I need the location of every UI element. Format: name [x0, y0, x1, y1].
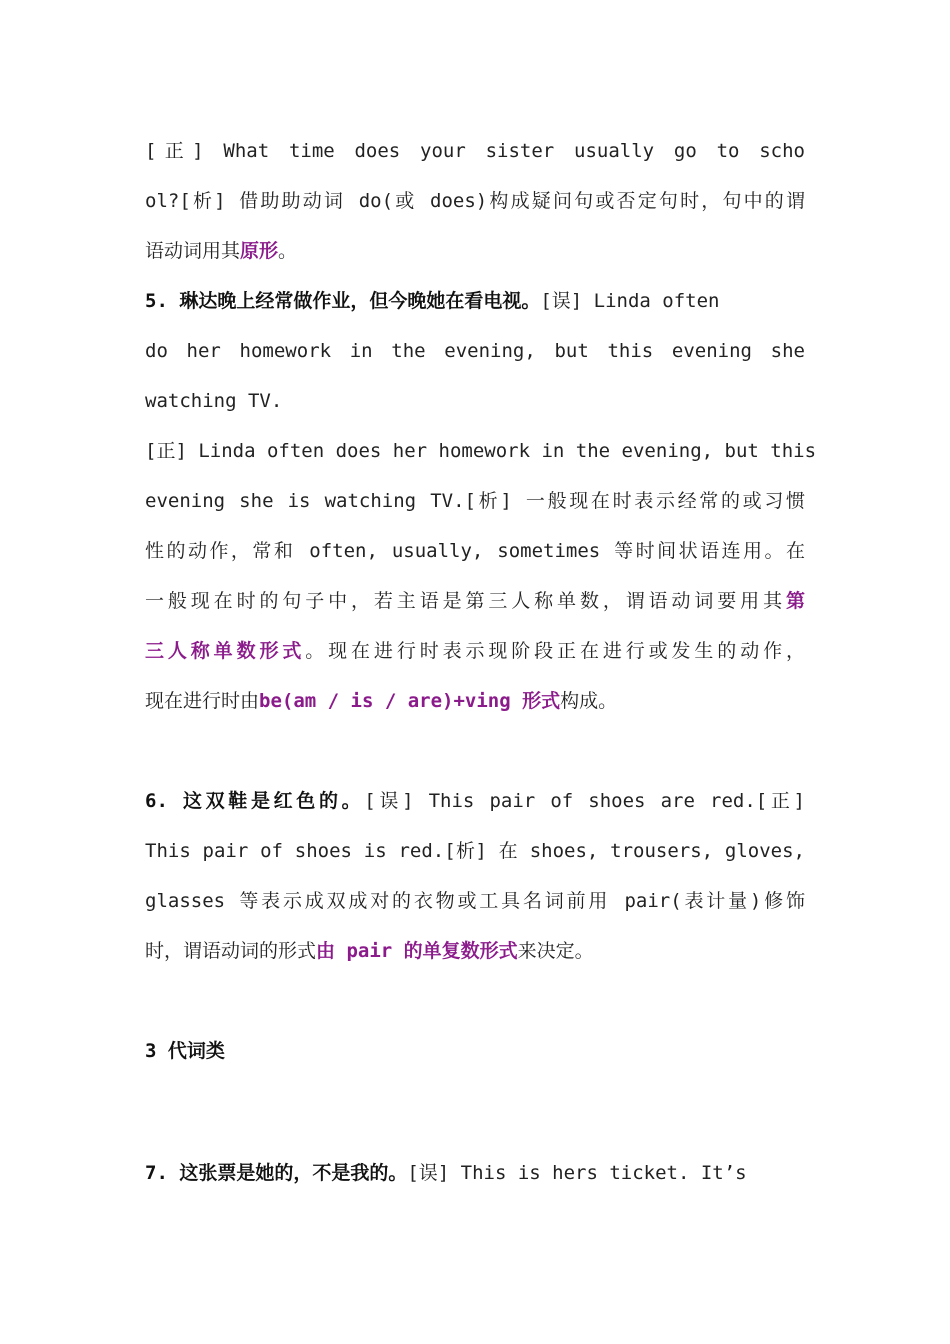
item5-wrong-line-end: watching TV. — [145, 390, 283, 412]
item4-analysis-line-end: 语动词用其原形。 — [145, 240, 298, 262]
highlight-pair-number: 由 pair 的单复数形式 — [316, 940, 518, 962]
document-page — [145, 126, 817, 1198]
section-heading: 3 代词类 — [145, 1040, 225, 1062]
highlight-be-ving: be(am / is / are)+ving 形式 — [259, 690, 561, 712]
spacer — [145, 976, 805, 1026]
item5-analysis-line-end: 现在进行时由be(am / is / are)+ving 形式构成。 — [145, 690, 618, 712]
item5-heading: 5. 琳达晚上经常做作业，但今晚她在看电视。 — [145, 290, 541, 312]
item4-analysis-line: ol?[析] 借助助动词 do(或 does)构成疑问句或否定句时，句中的谓 — [145, 190, 805, 212]
item6-heading: 6. 这双鞋是红色的。 — [145, 790, 365, 812]
item5-wrong-line: do her homework in the evening, but this evening she — [145, 340, 805, 362]
spacer — [145, 726, 805, 776]
spacer — [145, 1076, 805, 1148]
item6-first-line: 6. 这双鞋是红色的。[误] This pair of shoes are red.[正] — [145, 790, 805, 812]
highlight-third-person-cont: 三人称单数形式 — [145, 640, 306, 662]
item5-analysis-line: 三人称单数形式。现在进行时表示现阶段正在进行或发生的动作， — [145, 640, 805, 662]
item7-heading: 7. 这张票是她的，不是我的。 — [145, 1162, 408, 1184]
item4-correct-line: [正] What time does your sister usually go to scho — [145, 140, 805, 162]
item6-analysis-line-end: 时，谓语动词的形式由 pair 的单复数形式来决定。 — [145, 940, 594, 962]
item7-first-line: 7. 这张票是她的，不是我的。[误] This is hers ticket. It’s — [145, 1162, 747, 1184]
item5-correct-line-end: evening she is watching TV.[析] 一般现在时表示经常的或习惯 — [145, 490, 805, 512]
item6-analysis-line: glasses 等表示成双成对的衣物或工具名词前用 pair(表计量)修饰 — [145, 890, 805, 912]
item5-first-line: 5. 琳达晚上经常做作业，但今晚她在看电视。[误] Linda often — [145, 290, 720, 312]
highlight-third-person: 第 — [785, 590, 805, 612]
highlight-base-form: 原形 — [240, 240, 279, 262]
item5-correct-line: [正] Linda often does her homework in the evening, but this — [145, 440, 817, 462]
item5-analysis-line: 一般现在时的句子中，若主语是第三人称单数，谓语动词要用其第 — [145, 590, 805, 612]
item5-analysis-line: 性的动作，常和 often, usually, sometimes 等时间状语连用。在 — [145, 540, 805, 562]
item6-correct-line: This pair of shoes is red.[析] 在 shoes, trousers, gloves, — [145, 840, 805, 862]
